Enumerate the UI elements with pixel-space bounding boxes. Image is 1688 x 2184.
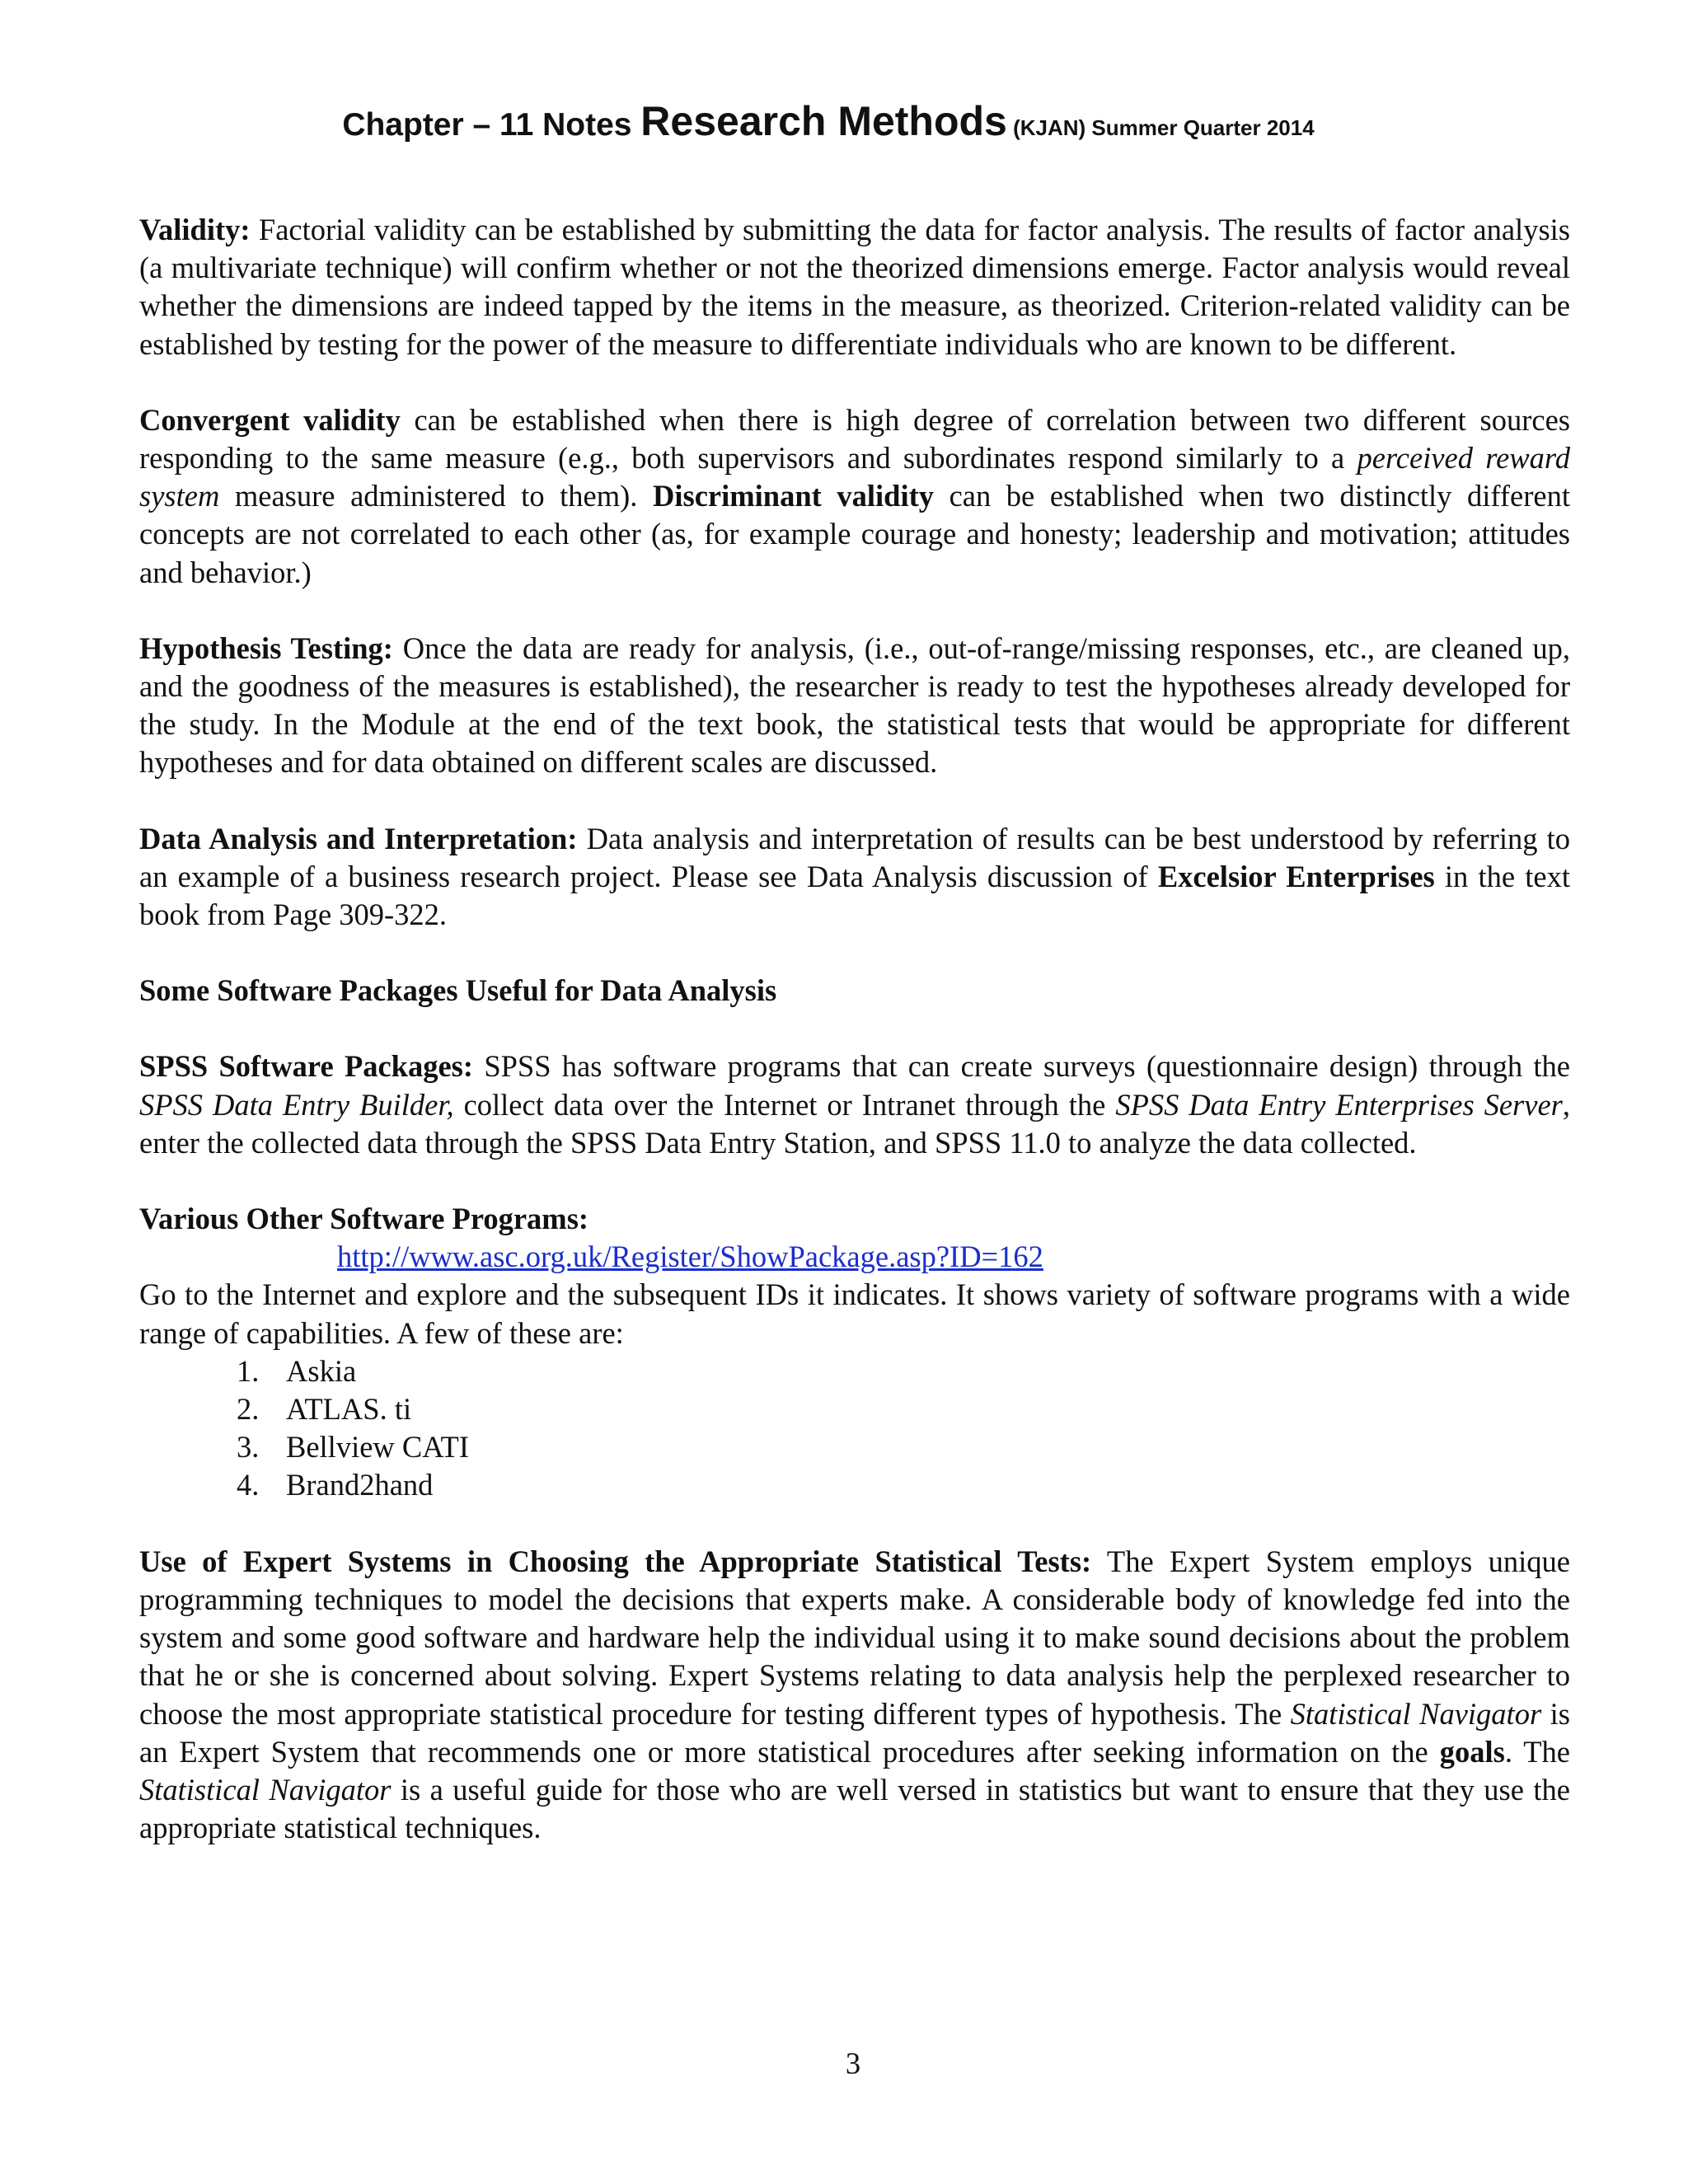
- validity-paragraph: [139, 211, 1570, 363]
- list-item-number: 4.: [237, 1468, 260, 1502]
- data-analysis-label: Data Analysis and Interpretation:: [139, 821, 578, 855]
- list-item-label: Brand2hand: [286, 1468, 434, 1502]
- expert-text-3: . The: [1504, 1734, 1570, 1769]
- validity-text: Factorial validity can be established by submitting the data for factor analysis. The results of factor analysis (a multivariate technique) will confirm whether or not the theorized dimensions emerge. Factor analysis would reveal whether the dimensions are indeed tapped by the items in the measure, as theorized. Criterion-related validity can be established by testing for the power of the measure to differentiate individuals who are known to be different.: [139, 213, 1570, 361]
- list-item-number: 1.: [237, 1353, 260, 1388]
- other-software-label: Various Other Software Programs:: [139, 1202, 589, 1236]
- list-item: [139, 1390, 1570, 1428]
- link-line: [139, 1238, 1570, 1276]
- convergent-text-3: can be established when two distinctly different concepts are not correlated to each other (as, for example courage and honesty; leadership and motivation; attitudes and behavior.): [139, 479, 1570, 589]
- asc-package-link[interactable]: http://www.asc.org.uk/Register/ShowPackage.asp?ID=162: [337, 1240, 1043, 1274]
- list-item-label: ATLAS. ti: [286, 1392, 412, 1427]
- expert-text-2: is an Expert System that recommends one or more statistical procedures after seeking information on the: [139, 1696, 1570, 1769]
- spss-italic-2: SPSS Data Entry Enterprises Server: [1115, 1087, 1563, 1122]
- list-item-label: Bellview CATI: [286, 1430, 470, 1465]
- list-item: [139, 1428, 1570, 1466]
- data-analysis-text-2: in the text book from Page 309-322.: [139, 859, 1571, 932]
- list-item-number: 2.: [237, 1392, 260, 1427]
- excelsior-bold: Excelsior Enterprises: [1157, 859, 1435, 893]
- list-item-label: Askia: [286, 1353, 357, 1388]
- software-list: [139, 1352, 1570, 1505]
- data-analysis-text-1: Data analysis and interpretation of results can be best understood by referring to an example of a business research project. Please see Data Analysis discussion of: [139, 821, 1570, 893]
- discriminant-label: Discriminant validity: [652, 479, 934, 513]
- expert-text-1: The Expert System employs unique programming techniques to model the decisions that experts make. A considerable body of knowledge fed into the system and some good software and hardware help the individual using it to make sound decisions about the problem that he or she is concerned about solving. Expert Systems relating to data analysis help the perplexed researcher to choose the most appropriate statistical procedure for testing different types of hypothesis. The: [139, 1544, 1570, 1731]
- list-item-number: 3.: [237, 1430, 260, 1465]
- software-heading: Some Software Packages Useful for Data Analysis: [139, 973, 777, 1008]
- spss-text-1: SPSS has software programs that can create surveys (questionnaire design) through the: [473, 1049, 1570, 1084]
- page-number: 3: [845, 2046, 861, 2080]
- document-body: [139, 211, 1570, 1885]
- spss-text-3: , enter the collected data through the SPSS Data Entry Station, and SPSS 11.0 to analyze the data collected.: [139, 1087, 1570, 1160]
- hypothesis-text: Once the data are ready for analysis, (i.e., out-of-range/missing responses, etc., are cleaned up, and the goodness of the measures is established), the researcher is ready to test the hypotheses already developed for the study. In the Module at the end of the text book, the statistical tests that would be appropriate for different hypotheses and for data obtained on different scales are discussed.: [139, 630, 1570, 780]
- convergent-text-1: can be established when there is high degree of correlation between two different sources responding to the same measure (e.g., both supervisors and subordinates respond similarly to a: [139, 402, 1571, 476]
- convergent-text-2: measure administered to them).: [219, 479, 653, 513]
- list-item: [139, 1466, 1570, 1504]
- list-item: [139, 1352, 1570, 1390]
- expert-italic-1: Statistical Navigator: [1290, 1696, 1542, 1731]
- expert-label: Use of Expert Systems in Choosing the Appropriate Statistical Tests:: [139, 1544, 1092, 1578]
- convergent-paragraph: [139, 401, 1570, 592]
- spss-label: SPSS Software Packages:: [139, 1049, 474, 1084]
- hypothesis-label: Hypothesis Testing:: [139, 630, 393, 665]
- validity-label: Validity:: [139, 213, 251, 246]
- header-term: (KJAN) Summer Quarter 2014: [1006, 115, 1315, 140]
- convergent-label: Convergent validity: [139, 402, 401, 437]
- spss-text-2: collect data over the Internet or Intranet through the: [453, 1087, 1116, 1122]
- spss-paragraph: [139, 1047, 1570, 1162]
- goals-bold: goals: [1439, 1734, 1505, 1769]
- other-software-text: Go to the Internet and explore and the subsequent IDs it indicates. It shows variety of software programs with a wide range of capabilities. A few of these are:: [139, 1277, 1570, 1350]
- hypothesis-paragraph: [139, 630, 1570, 782]
- data-analysis-paragraph: [139, 820, 1570, 935]
- spss-italic-1: SPSS Data Entry Builder,: [139, 1087, 454, 1122]
- expert-text-4: is a useful guide for those who are well versed in statistics but want to ensure that they use the appropriate statistical techniques.: [139, 1772, 1570, 1845]
- convergent-italic: perceived reward system: [139, 441, 1570, 513]
- page-header: [0, 97, 1657, 145]
- expert-paragraph: [139, 1543, 1570, 1848]
- header-course: Research Methods: [640, 98, 1007, 144]
- expert-italic-2: Statistical Navigator: [139, 1772, 392, 1807]
- header-chapter: Chapter – 11 Notes: [342, 107, 641, 143]
